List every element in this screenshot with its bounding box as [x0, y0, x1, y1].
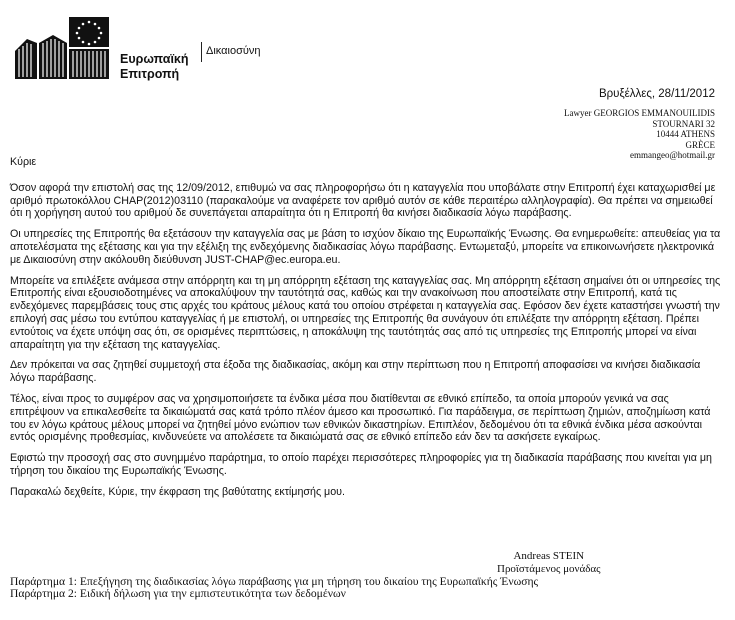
- ec-logo: [13, 13, 113, 83]
- department-name: Δικαιοσύνη: [206, 45, 261, 57]
- letter-date: Βρυξέλλες, 28/11/2012: [598, 88, 715, 100]
- recipient-email: emmangeo@hotmail.gr: [629, 150, 715, 160]
- recipient-country: GRÈCE: [685, 139, 715, 150]
- organisation-name: [120, 52, 189, 82]
- paragraph-2: Οι υπηρεσίες της Επιτροπής θα εξετάσουν την καταγγελία σας με βάση το ισχύον δίκαιο της Ευρωπαϊκής Ένωσης. Θα ενημερωθείτε: απευθείας για τα αποτελέσματα της εξέτασης και για την εξέλιξη της ενδεχόμενης διαδικασίας λόγω παράβασης. Εντωμεταξύ, μπορείτε να επικοινωνήσετε ηλεκτρονικά με Δικαιοσύνη στην ακόλουθη διεύθυνση JUST-CHAP@ec.europa.eu.: [10, 228, 721, 266]
- annex-item-2: Παράρτημα 2: Ειδική δήλωση για την εμπιστευτικότητα των δεδομένων: [10, 587, 346, 600]
- header-separator: [201, 42, 202, 62]
- signatory-name: Andreas STEIN: [513, 550, 585, 562]
- salutation: Κύριε: [10, 156, 37, 168]
- closing: Παρακαλώ δεχθείτε, Κύριε, την έκφραση της βαθύτατης εκτίμησής μου.: [10, 485, 345, 498]
- recipient-street: STOURNARI 32: [652, 118, 715, 129]
- recipient-address: [564, 108, 715, 161]
- org-name-line2: Επιτροπή: [120, 67, 180, 81]
- paragraph-1: Όσον αφορά την επιστολή σας της 12/09/2012, επιθυμώ να σας πληροφορήσω ότι η καταγγελία που υποβάλατε στην Επιτροπή έχει καταχωρισθεί με αριθμό πρωτοκόλλου CHAP(2012)03110 (παρακαλούμε να αναφέρετε τον αριθμό αυτόν σε κάθε περαιτέρω αλληλογραφία). Θα πρέπει να σημειωθεί ότι η χορήγηση αυτού του αριθμού δε συνεπάγεται απαραίτητα ότι η Επιτροπή θα κινήσει διαδικασία λόγω παράβασης.: [10, 181, 716, 220]
- annex-list: [10, 576, 538, 600]
- recipient-city: 10444 ATHENS: [656, 129, 715, 139]
- paragraph-5: Τέλος, είναι προς το συμφέρον σας να χρησιμοποιήσετε τα ένδικα μέσα που διατίθενται σε εθνικό επίπεδο, τα οποία μπορούν γενικά να σας επιτρέψουν να επικαλεσθείτε τα δικαιώματά σας κατά τρόπο πλέον άμεσο και προσωπικό. Για παράδειγμα, σε περίπτωση ζημιών, αποζημίωση κατά του εν λόγω κράτους μέλους μπορεί να ζητηθεί μόνο ενώπιον των εθνικών δικαστηρίων. Επιπλέον, δεδομένου ότι τα εθνικά ένδικα μέσα ασκούνται εντός ορισμένης προθεσμίας, κινδυνεύετε να απολέσετε τα δικαιώματά σας σε εθνικό επίπεδο εάν δεν τα ασκήσετε εγκαίρως.: [10, 392, 711, 444]
- letter-body: [10, 156, 726, 507]
- org-name-line1: Ευρωπαϊκή: [120, 52, 189, 66]
- paragraph-6: Εφιστώ την προσοχή σας στο συνημμένο παράρτημα, το οποίο παρέχει περισσότερες πληροφορίες για τη διαδικασία παράβασης που κινείται για μη τήρηση του δικαίου της Ευρωπαϊκής Ένωσης.: [10, 452, 712, 477]
- annex-item-1: Παράρτημα 1: Επεξήγηση της διαδικασίας λόγω παράβασης για μη τήρηση του δικαίου της Ευρωπαϊκής Ένωσης: [10, 575, 539, 588]
- paragraph-4: Δεν πρόκειται να σας ζητηθεί συμμετοχή στα έξοδα της διαδικασίας, ακόμη και στην περίπτωση που η Επιτροπή αποφασίσει να κινήσει διαδικασία λόγω παράβασης.: [10, 359, 701, 385]
- ec-building-emblem: [13, 13, 113, 83]
- signatory-title: Προϊστάμενος μονάδας: [497, 563, 601, 575]
- recipient-name: Lawyer GEORGIOS EMMANOUILIDIS: [564, 108, 715, 118]
- paragraph-3: Μπορείτε να επιλέξετε ανάμεσα στην απόρρητη και τη μη απόρρητη εξέταση της καταγγελίας σας. Μη απόρρητη εξέταση σημαίνει ότι οι υπηρεσίες της Επιτροπής είναι εξουσιοδοτημένες να αποκαλύψουν την ταυτότητά σας, καθώς και την ανακοίνωση που αποστείλατε στην Επιτροπή, κατά τις ενδεχόμενες παρεμβάσεις τους στις αρχές του κράτους μέλους κατά του οποίου στρέφεται η καταγγελία σας. Εφόσον δεν έχετε καταστήσει γνωστή την επιλογή σας μέσω του εντύπου καταγγελίας ή με επιστολή, οι υπηρεσίες της Επιτροπής θα συνάγουν ότι επιλέξατε την απόρρητη εξέταση. Πρέπει εντούτοις να έχετε υπόψη σας ότι, σε ορισμένες περιπτώσεις, η αποκάλυψη της ταυτότητάς σας από τις υπηρεσίες της Επιτροπής μπορεί να είναι απαραίτητη για την εξέταση της καταγγελίας.: [10, 274, 721, 351]
- signature-block: [497, 550, 601, 576]
